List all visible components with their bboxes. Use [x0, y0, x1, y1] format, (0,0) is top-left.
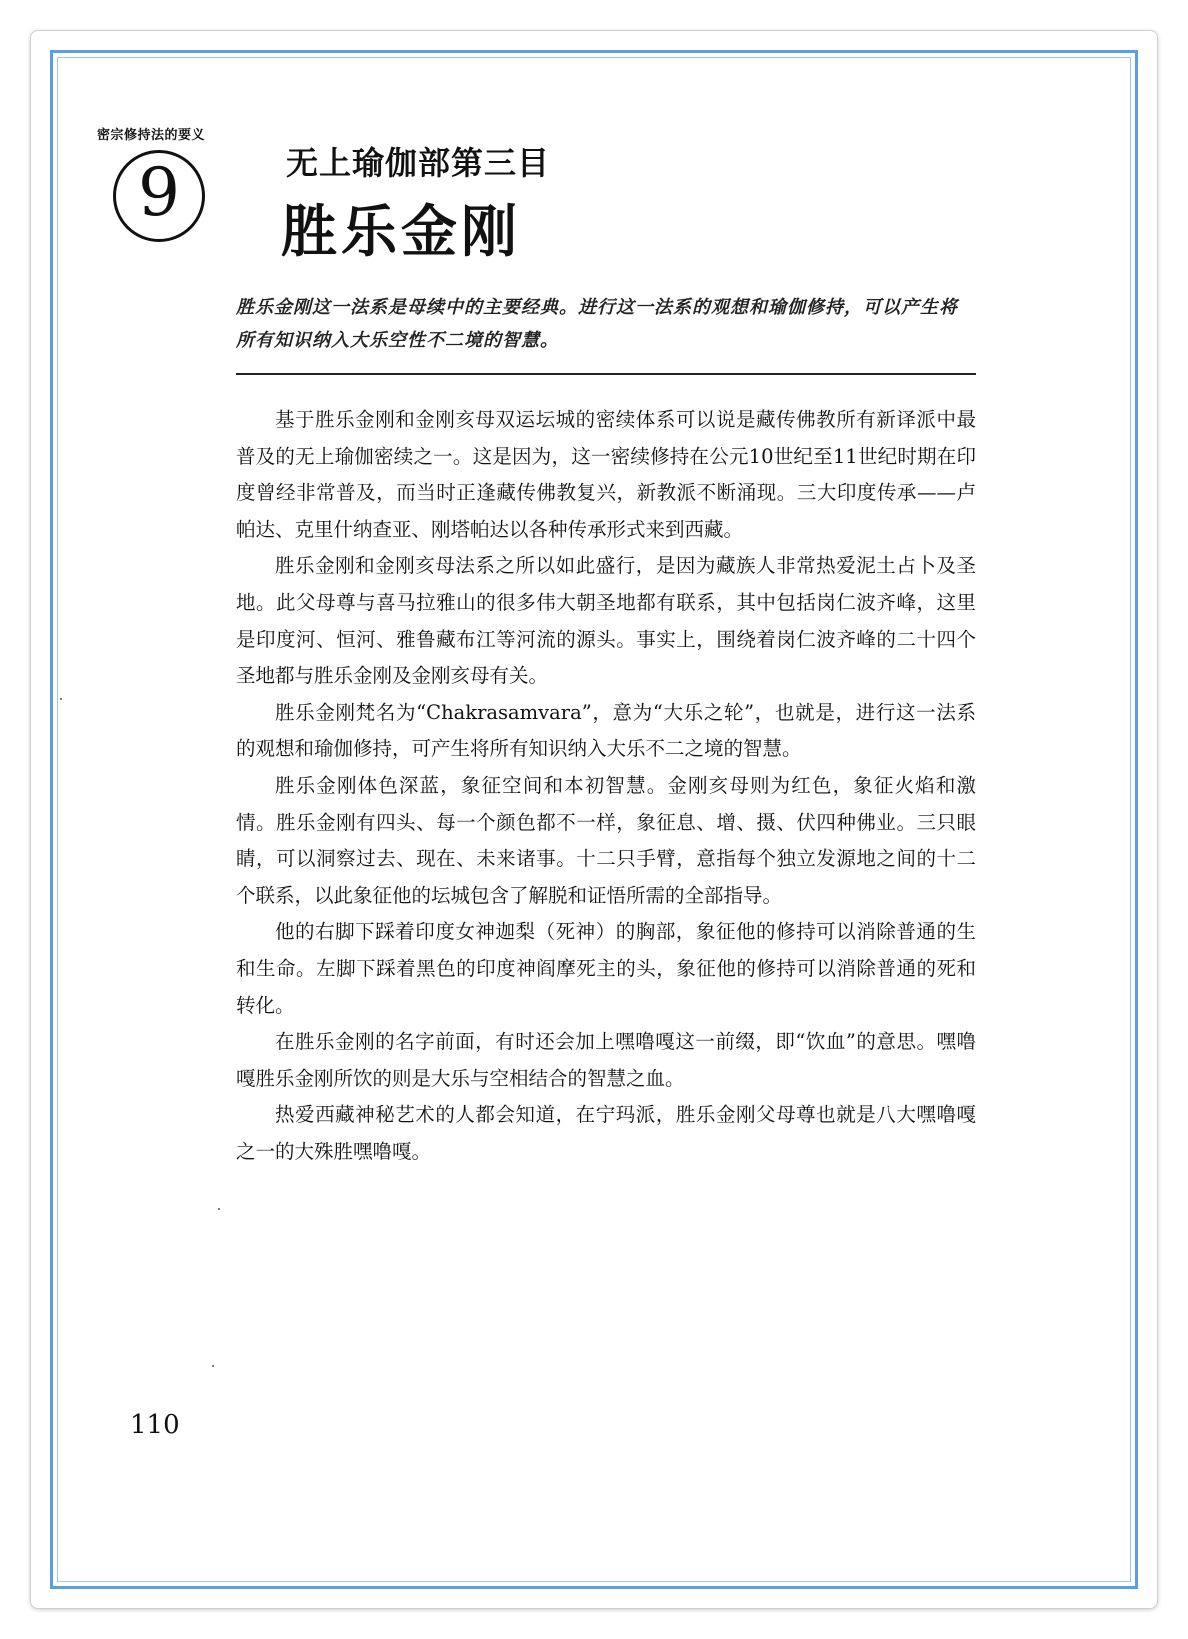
chapter-number: 9	[138, 154, 180, 231]
chapter-abstract: 胜乐金刚这一法系是母续中的主要经典。进行这一法系的观想和瑜伽修持，可以产生将所有知识纳入大乐空性不二境的智慧。	[236, 297, 958, 351]
scan-speck	[218, 1208, 220, 1210]
body-paragraph: 他的右脚下踩着印度女神迦梨（死神）的胸部，象征他的修持可以消除普通的生和生命。左脚下踩着黑色的印度神阎摩死主的头，象征他的修持可以消除普通的死和转化。	[236, 920, 976, 1017]
body-paragraph: 基于胜乐金刚和金刚亥母双运坛城的密续体系可以说是藏传佛教所有新译派中最普及的无上瑜伽密续之一。这是因为，这一密续修持在公元10世纪至11世纪时期在印度曾经非常普及，而当时正逢藏传佛教复兴，新教派不断涌现。三大印度传承——卢帕达、克里什纳查亚、刚塔帕达以各种传承形式来到西藏。	[236, 408, 976, 541]
body-paragraph: 胜乐金刚体色深蓝，象征空间和本初智慧。金刚亥母则为红色，象征火焰和激情。胜乐金刚有四头、每一个颜色都不一样，象征息、增、摄、伏四种佛业。三只眼睛，可以洞察过去、现在、未来诸事。十二只手臂，意指每个独立发源地之间的十二个联系，以此象征他的坛城包含了解脱和证悟所需的全部指导。	[236, 773, 976, 907]
chapter-body	[236, 402, 976, 1170]
part-title: 无上瑜伽部第三目	[286, 144, 551, 182]
chapter-number-badge	[113, 150, 205, 242]
scan-speck	[212, 1365, 214, 1367]
body-paragraph: 在胜乐金刚的名字前面，有时还会加上嘿噜嘎这一前缀，即“饮血”的意思。嘿噜嘎胜乐金刚所饮的则是大乐与空相结合的智慧之血。	[236, 1030, 976, 1090]
chapter-title: 胜乐金刚	[281, 200, 521, 265]
body-paragraph: 胜乐金刚梵名为“Chakrasamvara”，意为“大乐之轮”，也就是，进行这一法系的观想和瑜伽修持，可产生将所有知识纳入大乐不二之境的智慧。	[236, 700, 976, 761]
body-paragraph: 胜乐金刚和金刚亥母法系之所以如此盛行，是因为藏族人非常热爱泥土占卜及圣地。此父母尊与喜马拉雅山的很多伟大朝圣地都有联系，其中包括岗仁波齐峰，这里是印度河、恒河、雅鲁藏布江等河流的源头。事实上，围绕着岗仁波齐峰的二十四个圣地都与胜乐金刚及金刚亥母有关。	[236, 554, 976, 688]
page-number: 110	[130, 1410, 180, 1440]
running-head: 密宗修持法的要义	[97, 128, 206, 143]
scan-speck	[60, 698, 62, 700]
body-paragraph: 热爱西藏神秘艺术的人都会知道，在宁玛派，胜乐金刚父母尊也就是八大嘿噜嘎之一的大殊胜嘿噜嘎。	[236, 1103, 976, 1163]
abstract-divider	[236, 373, 976, 375]
